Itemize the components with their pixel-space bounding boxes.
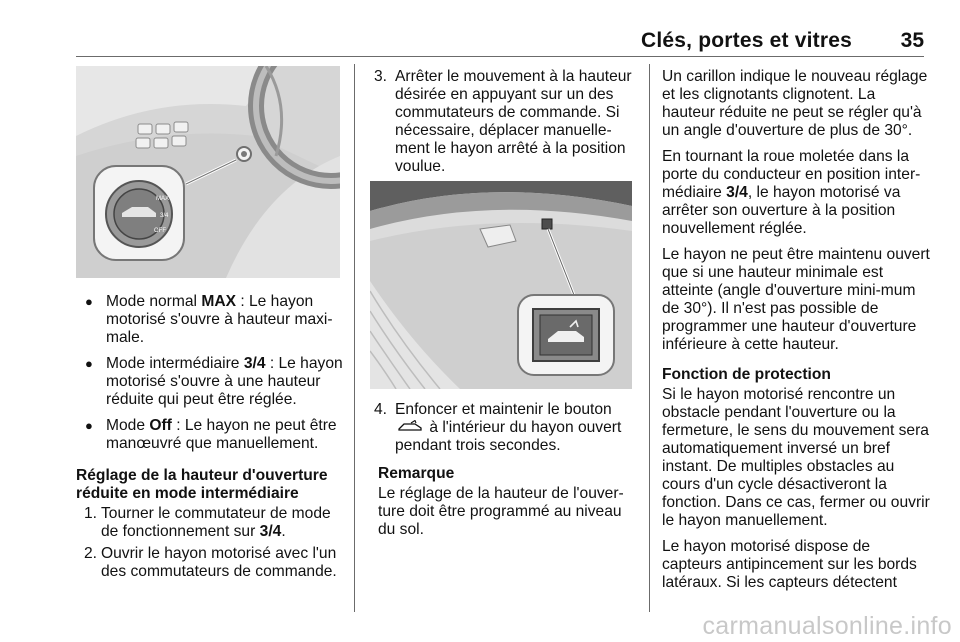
figure-door-mode-switch (76, 66, 340, 278)
middle-column-top (374, 68, 634, 180)
dial-label-three-quarter: 3/4 (160, 213, 169, 219)
section-heading-protection: Fonction de protection (662, 366, 831, 383)
page-number: 35 (900, 29, 924, 52)
remark-text: Le réglage de la hauteur de l'ouver-ture doit être programmé au niveau du sol. (378, 485, 624, 539)
figure-tailgate-button (370, 181, 632, 389)
bullet-icon: ● (85, 294, 93, 309)
step-item: 4. Enfoncer et maintenir le bouton à l'intérieur du hayon ouvert pendant trois secondes. (374, 401, 622, 455)
page-header-title: Clés, portes et vitres (641, 29, 852, 52)
step-item: 3. Arrêter le mouvement à la hauteur désirée en appuyant sur un des commutateurs de commande. Si nécessaire, déplacer manuelle-ment le hayon arrêté à la position voulue. (374, 68, 632, 175)
list-item: ● Mode normal MAX : Le hayon motorisé s'ouvre à hauteur maxi-male. (85, 293, 333, 346)
remark-heading: Remarque (378, 465, 455, 483)
header-rule (76, 56, 924, 57)
left-column (76, 293, 344, 585)
mode-list (76, 293, 344, 453)
paragraph-minimum-height: Le hayon ne peut être maintenu ouvert que si une hauteur minimale est atteinte (angle d'ouverture mini-mum de 30°). Il n'est pas possible de programmer une hauteur d'ouverture inférieure à cette hauteur. (662, 246, 930, 353)
column-divider-right (649, 64, 650, 612)
column-divider-left (354, 64, 355, 612)
paragraph-chime: Un carillon indique le nouveau réglage et les clignotants clignotent. La hauteur réduite ne peut se régler qu'à un angle d'ouverture de plus de 30°. (662, 68, 928, 139)
list-item: ● Mode Off : Le hayon ne peut être manœuvré que manuellement. (85, 417, 337, 452)
watermark: carmanualsonline.info (702, 612, 952, 640)
setup-steps (76, 505, 344, 581)
dial-label-max: MAX (156, 196, 170, 202)
door-panel-illustration (76, 66, 340, 278)
step-3-list (374, 68, 634, 176)
section-heading-reduced-height: Réglage de la hauteur d'ouverture réduite en mode intermédiaire (76, 467, 328, 502)
step-item: 1. Tourner le commutateur de mode de fonctionnement sur 3/4. (84, 505, 331, 540)
tailgate-illustration (370, 181, 632, 389)
middle-column-bottom (374, 401, 636, 547)
bullet-icon: ● (85, 356, 93, 371)
bullet-icon: ● (85, 418, 93, 433)
paragraph-sensors: Le hayon motorisé dispose de capteurs antipincement sur les bords latéraux. Si les capteurs détectent (662, 538, 917, 591)
paragraph-thumbwheel: En tournant la roue moletée dans la porte du conducteur en position inter-médiaire 3/4, le hayon motorisé va arrêter son ouverture à la position nouvellement réglée. (662, 148, 921, 237)
list-item: ● Mode intermédiaire 3/4 : Le hayon motorisé s'ouvre à une hauteur réduite qui peut être réglée. (85, 355, 343, 408)
paragraph-obstacle: Si le hayon motorisé rencontre un obstacle pendant l'ouverture ou la fermeture, le sens du mouvement sera automatiquement inversé un bref instant. De multiples obstacles au cours d'un cycle désactiveront la fonction. Dans ce cas, fermer ou ouvrir le hayon manuellement. (662, 386, 930, 529)
step-4-list (374, 401, 636, 455)
dial-label-off: OFF (154, 228, 166, 234)
step-item: 2. Ouvrir le hayon motorisé avec l'un des commutateurs de commande. (84, 545, 337, 580)
right-column (662, 68, 930, 600)
tailgate-symbol-icon (397, 419, 423, 437)
